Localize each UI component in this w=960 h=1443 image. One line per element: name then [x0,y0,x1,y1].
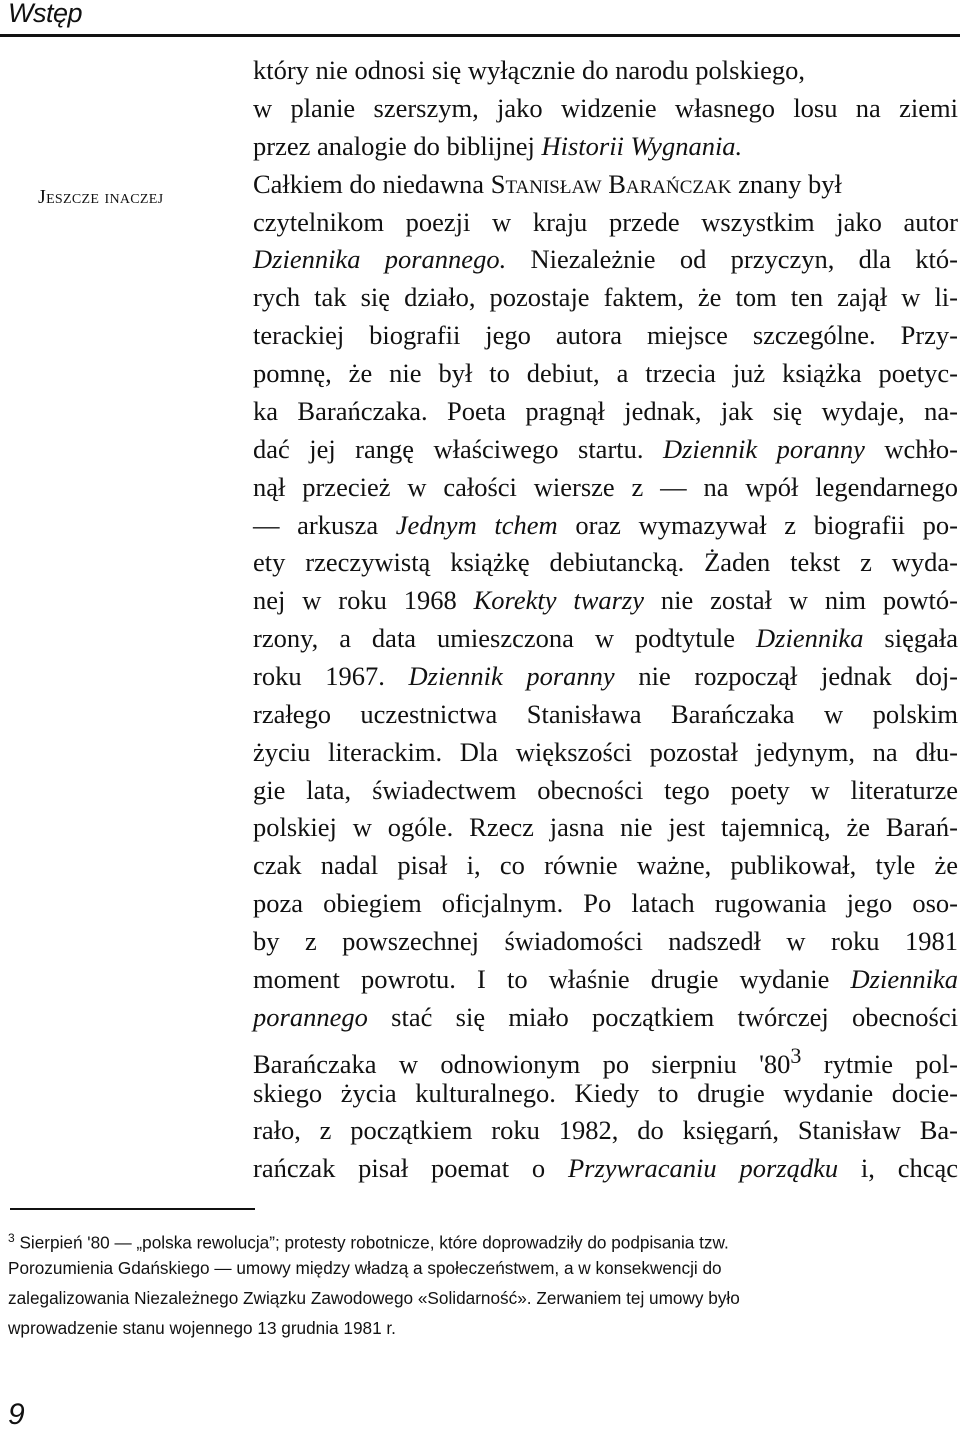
body-line [253,847,958,885]
line-text: przez analogie do biblijnej Historii Wygnania. [253,131,743,161]
body-line [253,544,958,582]
body-line [253,1112,958,1150]
line-text: Barańczaka w odnowionym po sierpniu '$80^3$ rytmie pol- [253,1043,958,1079]
body-line [253,204,958,242]
line-text: terackiej biografii jego autora miejsce szczególne. Przy- [253,320,958,350]
body-line [253,772,958,810]
body-line [253,507,958,545]
line-text: dać jej rangę właściwego startu. Dziennik poranny wchło- [253,434,958,464]
line-text: — arkusza Jednym tchem oraz wymazywał z biografii po- [253,510,958,540]
footnote-line: $^3$ Sierpień '80 — „polska rewolucja”; protesty robotnicze, które doprowadziły do podpisania tzw. [8,1231,729,1253]
body-line [253,355,958,393]
line-text: skiego życia kulturalnego. Kiedy to drugie wydanie docie- [253,1078,958,1108]
header-rule [0,34,960,37]
line-text: moment powrotu. I to właśnie drugie wydanie Dziennika [253,964,958,994]
body-line [253,317,958,355]
body-line [253,1075,958,1113]
line-text: gie lata, świadectwem obecności tego poety w literaturze [253,775,958,805]
line-text: poza obiegiem oficjalnym. Po latach rugowania jego oso- [253,888,958,918]
running-header [0,0,960,40]
line-text: który nie odnosi się wyłącznie do narodu polskiego, [253,55,805,85]
footnote-line: zalegalizowania Niezależnego Związku Zawodowego «Solidarność». Zerwaniem tej umowy było [8,1288,740,1308]
line-text: Całkiem do niedawna Stanisław Barańczak znany był [253,169,842,199]
line-text: w planie szerszym, jako widzenie własnego losu na ziemi [253,93,958,123]
line-text: czak nadal pisał i, co równie ważne, publikował, tyle że [253,850,958,880]
body-line [253,923,958,961]
line-text: rało, z początkiem roku 1982, do księgarń, Stanisław Ba- [253,1115,958,1145]
body-line [253,658,958,696]
line-text: by z powszechnej świadomości nadszedł w roku 1981 [253,926,958,956]
line-text: nej w roku 1968 Korekty twarzy nie został w nim powtó- [253,585,958,615]
body-line [253,241,958,279]
body-line [253,52,958,90]
body-line [253,961,958,999]
footnote-line: wprowadzenie stanu wojennego 13 grudnia 1981 r. [8,1318,396,1338]
line-text: Dziennika porannego. Niezależnie od przyczyn, dla któ- [253,244,958,274]
margin-note-label: Jeszcze inaczej [38,186,164,208]
header-title: Wstęp [8,0,83,28]
body-line [253,809,958,847]
body-line [253,393,958,431]
body-line [253,620,958,658]
line-text: ety rzeczywistą książkę debiutancką. Żaden tekst z wyda- [253,547,958,577]
line-text: pomnę, że nie był to debiut, a trzecia już książka poetyc- [253,358,958,388]
line-text: roku 1967. Dziennik poranny nie rozpoczął jednak doj- [253,661,959,691]
line-text: ka Barańczaka. Poeta pragnął jednak, jak się wydaje, na- [253,396,958,426]
line-text: rzony, a data umieszczona w podtytule Dziennika sięgała [253,623,958,653]
body-line [253,128,958,166]
body-line [253,734,958,772]
footnote-line: Porozumienia Gdańskiego — umowy między władzą a społeczeństwem, a w konsekwencji do [8,1258,722,1278]
body-line [253,885,958,923]
body-line [253,582,958,620]
body-line [253,696,958,734]
page-number: 9 [8,1398,25,1431]
line-text: rych tak się działo, pozostaje faktem, że tom ten zajął w li- [253,282,958,312]
line-text: rańczak pisał poemat o Przywracaniu porządku i, chcąc [253,1153,958,1183]
body-line [253,90,958,128]
margin-note [38,186,163,209]
line-text: nął przecież w całości wiersze z — na wpół legendarnego [253,472,958,502]
line-text: rzałego uczestnictwa Stanisława Barańczaka w polskim [253,699,958,729]
line-text: polskiej w ogóle. Rzecz jasna nie jest tajemnicą, że Barań- [253,812,958,842]
body-line [253,431,958,469]
body-line [253,279,958,317]
footnote-rule [10,1208,255,1210]
body-line [253,999,958,1037]
line-text: czytelnikom poezji w kraju przede wszystkim jako autor [253,207,958,237]
line-text: porannego stać się miało początkiem twórczej obecności [253,1002,958,1032]
body-line [253,469,958,507]
body-line [253,1150,958,1188]
body-line [253,166,958,204]
line-text: życiu literackim. Dla większości pozostał jedynym, na dłu- [253,737,958,767]
